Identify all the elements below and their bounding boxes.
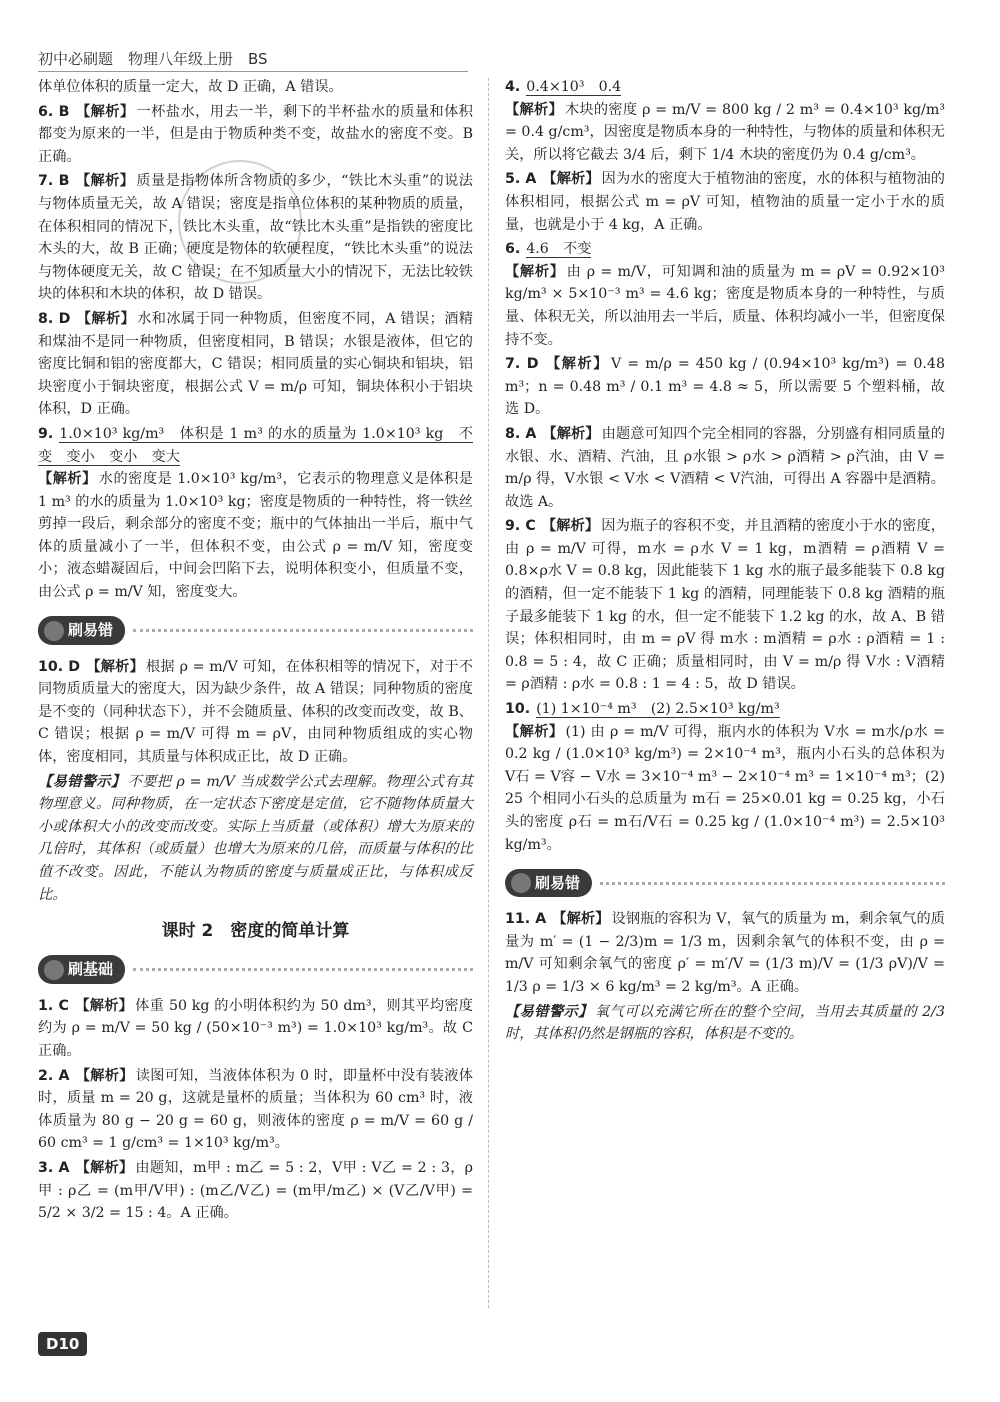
- section-label: 刷易错: [68, 621, 114, 640]
- answer-number: 6.: [505, 241, 521, 258]
- answer-item-4: [505, 76, 945, 166]
- analysis-tag: 【解析】: [542, 425, 600, 442]
- analysis-tag: 【解析】: [86, 658, 145, 675]
- answer-number: 7. B: [38, 173, 70, 190]
- answer-item-11: [505, 908, 945, 998]
- dotted-rule: [133, 968, 473, 971]
- analysis-tag: 【解析】: [505, 101, 563, 118]
- answer-number: 5. A: [505, 171, 537, 188]
- analysis-text: V = m/ρ = 450 kg / (0.94×10³ kg/m³) = 0.48 m³；n = 0.48 m³ / 0.1 m³ = 4.8 ≈ 5，所以需要 5 个塑料桶，故选 D。: [505, 356, 945, 418]
- section-label: 刷基础: [68, 960, 114, 979]
- analysis-tag: 【解析】: [544, 356, 609, 373]
- analysis-text: 木块的密度 ρ = m/V = 800 kg / 2 m³ = 0.4×10³ kg/m³ = 0.4 g/cm³，因密度是物质本身的一种特性，与物体的质量和体积无关，所以将它截去 3/4 后，剩下 1/4 木块的密度仍为 0.4 g/cm³。: [505, 101, 945, 163]
- answer-number: 10. D: [38, 658, 81, 675]
- analysis-tag: 【解析】: [75, 173, 135, 190]
- analysis-tag: 【解析】: [76, 310, 136, 327]
- analysis-text: 读图可知，当液体体积为 0 时，即量杯中没有装液体时，质量 m = 20 g，这就是量杯的质量；当体积为 60 cm³ 时，液体质量为 80 g − 20 g = 60 g，则液体的密度 ρ = m/V = 60 g / 60 cm³ = 1 g/cm³ = 1×10³ kg/m³。: [38, 1067, 473, 1152]
- analysis-text: 体重 50 kg 的小明体积约为 50 dm³，则其平均密度约为 ρ = m/V = 50 kg / (50×10⁻³ m³) = 1.0×10³ kg/m³。故 C 正确。: [38, 997, 473, 1059]
- page-header: 初中必刷题 物理八年级上册 BS: [38, 48, 468, 72]
- answer-item-3: [38, 1157, 473, 1225]
- analysis-text: 根据 ρ = m/V 可知，在体积相等的情况下，对于不同物质质量大的密度大，因为缺少条件，故 A 错误；同种物质的密度是不变的（同种状态下），并不会随质量、体积的改变而改变，故 B、C 错误；根据 ρ = m/V 可得 m = ρV，由同种物质组成的实心物体，密度相同，其质量与体积成正比，故 D 正确。: [38, 658, 473, 766]
- fill-answer: 1.0×10³ kg/m³ 体积是 1 m³ 的水的质量为 1.0×10³ kg 不变 变小 变小 变大: [38, 425, 473, 465]
- fill-answer: 4.6 不变: [526, 241, 592, 258]
- mistake-warning: [38, 771, 473, 907]
- right-column: [505, 76, 945, 1048]
- analysis-text: 水的密度是 1.0×10³ kg/m³，它表示的物理意义是体积是 1 m³ 的水的质量为 1.0×10³ kg；密度是物质的一种特性，将一铁丝剪掉一段后，剩余部分的密度不变；瓶中的气体抽出一半后，瓶中气体的质量减小了一半，但体积不变，由公式 ρ = m/V 知，密度变小；液态蜡凝固后，中间会凹陷下去，说明体积变小，但质量不变，由公式 ρ = m/V 知，密度变大。: [38, 471, 473, 601]
- answer-item-1: [38, 995, 473, 1063]
- section-header-mistakes: [38, 616, 473, 646]
- section-header-basics: [38, 955, 473, 985]
- analysis-text: 因为水的密度大于植物油的密度，水的体积与植物油的体积相同，根据公式 m = ρV 可知，植物油的质量一定小于水的质量，也就是小于 4 kg，A 正确。: [505, 171, 945, 233]
- analysis-tag: 【解析】: [505, 263, 565, 280]
- section-badge: [505, 869, 592, 898]
- answer-item-10: [505, 698, 945, 856]
- fill-answer: 0.4×10³ 0.4: [526, 79, 622, 95]
- analysis-tag: 【解析】: [38, 471, 97, 488]
- answer-number: 4.: [505, 79, 521, 95]
- analysis-text: 由 ρ = m/V，可知调和油的质量为 m = ρV = 0.92×10³ kg/m³ × 5×10⁻³ m³ = 4.6 kg；密度是物质本身的一种特性，与质量、体积无关，所以油用去一半后，质量、体积均减小一半，但密度保持不变。: [505, 263, 945, 348]
- answer-number: 3. A: [38, 1159, 70, 1176]
- section-badge: [38, 616, 125, 645]
- analysis-tag: 【解析】: [75, 1067, 134, 1084]
- answer-number: 8. A: [505, 425, 537, 442]
- answer-item-10: [38, 656, 473, 769]
- answer-number: 8. D: [38, 310, 71, 327]
- answer-item-8: [505, 423, 945, 513]
- analysis-tag: 【解析】: [542, 171, 600, 188]
- answer-item-6: [505, 238, 945, 351]
- warning-text: 氧气可以充满它所在的整个空间，当用去其质量的 2/3 时，其体积仍然是钢瓶的容积，体积是不变的。: [505, 1003, 945, 1043]
- analysis-text: 质量是指物体所含物质的多少，“铁比木头重”的说法与物体质量无关，故 A 错误；密度是指单位体积的某种物质的质量，在体积相同的情况下，铁比木头重，故“铁比木头重”是指铁的密度比木头的大，故 B 正确；硬度是物体的软硬程度，“铁比木头重”的说法与物体硬度无关，故 C 错误；在不知质量大小的情况下，无法比较铁块的体积和木块的体积，故 D 错误。: [38, 173, 473, 303]
- answer-item-9: [505, 515, 945, 696]
- mistake-warning: [505, 1001, 945, 1046]
- lesson-title: 课时 2 密度的简单计算: [161, 921, 350, 942]
- analysis-text: 因为瓶子的容积不变，并且酒精的密度小于水的密度，由 ρ = m/V 可得，m水 = ρ水 V = 1 kg，m酒精 = ρ酒精 V = 0.8×ρ水 V = 0.8 kg，因此能装下 1 kg 水的瓶子最多能装下 0.8 kg 的酒精，但一定不能装下 1 kg 的酒精，同理能装下 0.8 kg 酒精的瓶子最多能装下 1 kg 的水，但一定不能装下 1.2 kg 的水，故 A、B 错误；体积相同时，由 m = ρV 得 m水 : m酒精 = ρ水 : ρ酒精 = 1 : 0.8 = 5 : 4，故 C 正确；质量相同时，由 V = m/ρ 得 V水 : V酒精 = ρ酒精 : ρ水 = 0.8 : 1 = 4 : 5，故 D 错误。: [505, 518, 945, 693]
- analysis-text: 由题意可知四个完全相同的容器，分别盛有相同质量的水银、水、酒精、汽油，且 ρ水银 > ρ水 > ρ酒精 > ρ汽油，由 V = m/ρ 得，V水银 < V水 < V酒精 < V汽油，可得出 A 容器中是酒精。故选 A。: [505, 425, 945, 510]
- dotted-rule: [600, 882, 945, 885]
- answer-number: 1. C: [38, 997, 69, 1014]
- answer-item-7: [38, 170, 473, 306]
- answer-item-9: [38, 423, 473, 604]
- section-badge: [38, 955, 125, 984]
- analysis-text: 设钢瓶的容积为 V，氧气的质量为 m，剩余氧气的质量为 m′ = (1 − 2/3)m = 1/3 m，因剩余氧气的体积不变，由 ρ = m/V 可知剩余氧气的密度 ρ′ = m′/V = (1/3 m)/V = (1/3 ρV)/V = 1/3 ρ = 1/3 × 6 kg/m³ = 2 kg/m³。A 正确。: [505, 911, 945, 995]
- warning-tag: 【易错警示】: [505, 1003, 593, 1020]
- answer-item-6: [38, 101, 473, 169]
- answer-number: 10.: [505, 701, 531, 718]
- brush-icon: [44, 960, 64, 980]
- answer-number: 2. A: [38, 1067, 70, 1084]
- fill-answer: (1) 1×10⁻⁴ m³ (2) 2.5×10³ kg/m³: [536, 701, 780, 718]
- brush-icon: [44, 621, 64, 641]
- analysis-tag: 【解析】: [75, 1159, 134, 1176]
- brush-icon: [511, 873, 531, 893]
- answer-item-7: [505, 353, 945, 421]
- answer-number: 6. B: [38, 103, 70, 120]
- analysis-text: 一杯盐水，用去一半，剩下的半杯盐水的质量和体积都变为原来的一半，但是由于物质种类不变，故盐水的密度不变。B 正确。: [38, 103, 473, 165]
- answer-number: 11. A: [505, 911, 547, 928]
- left-column: [38, 76, 473, 1227]
- answer-item-8: [38, 308, 473, 421]
- page-number: D10: [38, 1332, 87, 1356]
- analysis-tag: 【解析】: [541, 518, 600, 535]
- analysis-text: (1) 由 ρ = m/V 可得，瓶内水的体积为 V水 = m水/ρ水 = 0.2 kg / (1.0×10³ kg/m³) = 2×10⁻⁴ m³，瓶内小石头的总体积为 V石 = V容 − V水 = 3×10⁻⁴ m³ − 2×10⁻⁴ m³ = 1×10⁻⁴ m³；(2) 25 个相同小石头的总质量为 m石 = 25×0.01 kg = 0.25 kg，小石头的密度 ρ石 = m石/V石 = 0.25 kg / (1.0×10⁻⁴ m³) = 2.5×10³ kg/m³。: [505, 723, 945, 853]
- warning-text: 不要把 ρ = m/V 当成数学公式去理解。物理公式有其物理意义。同种物质，在一定状态下密度是定值，它不随物体质量大小或体积大小的改变而改变。实际上当质量（或体积）增大为原来的几倍时，其体积（或质量）也增大为原来的几倍，而质量与体积的比值不改变。因此，不能认为物质的密度与质量成正比，与体积成反比。: [38, 773, 473, 903]
- section-header-mistakes: [505, 868, 945, 898]
- section-label: 刷易错: [535, 873, 581, 892]
- analysis-text: 由题知，m甲 : m乙 = 5 : 2，V甲 : V乙 = 2 : 3，ρ甲 : ρ乙 = (m甲/V甲) : (m乙/V乙) = (m甲/m乙) × (V乙/V甲) = 5/2 × 3/2 = 15 : 4。A 正确。: [38, 1159, 474, 1222]
- answer-item-2: [38, 1065, 473, 1155]
- analysis-text: 水和冰属于同一种物质，但密度不同，A 错误；酒精和煤油不是同一种物质，但密度相同，B 错误；水银是液体，但它的密度比铜和铝的密度都大，C 错误；相同质量的实心铜块和铝块，铝块密度小于铜块密度，根据公式 V = m/ρ 可知，铜块体积小于铝块体积，D 正确。: [38, 310, 473, 418]
- analysis-tag: 【解析】: [505, 723, 564, 740]
- paragraph-continuation: 体单位体积的质量一定大，故 D 正确，A 错误。: [38, 79, 343, 95]
- answer-number: 9.: [38, 425, 54, 442]
- dotted-rule: [133, 629, 473, 632]
- answer-item-5: [505, 168, 945, 236]
- warning-tag: 【易错警示】: [38, 773, 126, 790]
- analysis-tag: 【解析】: [552, 911, 610, 928]
- column-divider: [488, 78, 489, 1308]
- analysis-tag: 【解析】: [75, 103, 135, 120]
- answer-number: 7. D: [505, 356, 539, 373]
- answer-number: 9. C: [505, 518, 536, 535]
- analysis-tag: 【解析】: [74, 997, 134, 1014]
